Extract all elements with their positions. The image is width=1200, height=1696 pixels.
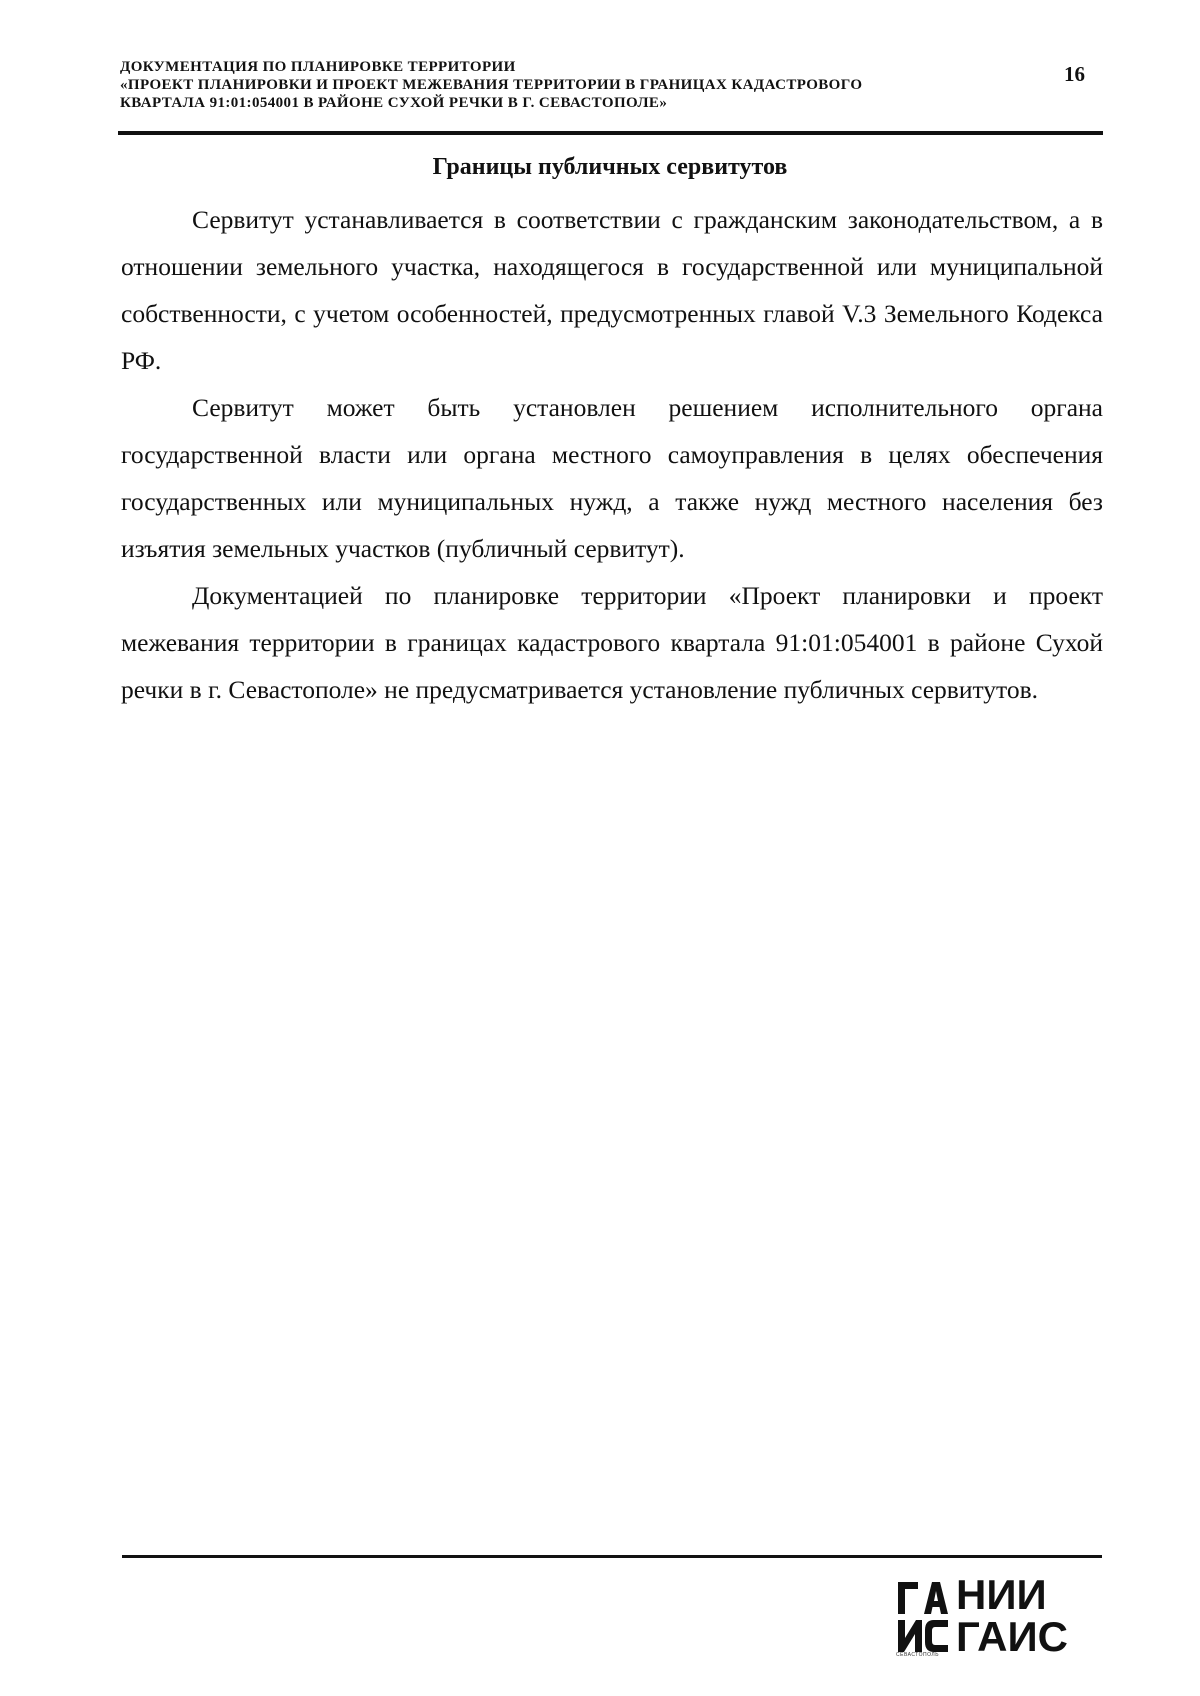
paragraph: Сервитут устанавливается в соответствии с гражданским законодательством, а в отношении земельного участка, находящегося в государственной или муниципальной собственности, с учетом особенностей, предусмотренных главой V.3 Земельного Кодекса РФ. [121,205,1103,375]
paragraph: Документацией по планировке территории «Проект планировки и проект межевания территории в границах кадастрового квартала 91:01:054001 в районе Сухой речки в г. Севастополе» не предусматривается установление публичных сервитутов. [121,581,1103,704]
section-body [121,196,1103,713]
logo-line-1: НИИ [956,1571,1047,1618]
section-title: Границы публичных сервитутов [432,154,788,180]
header-line-2: «ПРОЕКТ ПЛАНИРОВКИ И ПРОЕКТ МЕЖЕВАНИЯ ТЕРРИТОРИИ В ГРАНИЦАХ КАДАСТРОВОГО [120,77,863,93]
paragraph: Сервитут может быть установлен решением исполнительного органа государственной власти или органа местного самоуправления в целях обеспечения государственных или муниципальных нужд, а также нужд местного населения без изъятия земельных участков (публичный сервитут). [121,393,1103,563]
nii-gais-logo [896,1571,1106,1662]
document-header [120,58,1020,112]
logo-line-2: ГАИС [956,1613,1069,1660]
footer-divider [122,1555,1102,1558]
logo-wordmark [956,1571,1069,1660]
page-number: 16 [1064,62,1085,86]
header-line-3: КВАРТАЛА 91:01:054001 В РАЙОНЕ СУХОЙ РЕЧКИ В Г. СЕВАСТОПОЛЕ» [120,95,668,111]
gais-logo-mark-icon [896,1578,950,1656]
header-line-1: ДОКУМЕНТАЦИЯ ПО ПЛАНИРОВКЕ ТЕРРИТОРИИ [120,59,516,75]
header-divider [118,131,1103,135]
logo-caption: СЕВАСТОПОЛЬ [896,1652,939,1658]
